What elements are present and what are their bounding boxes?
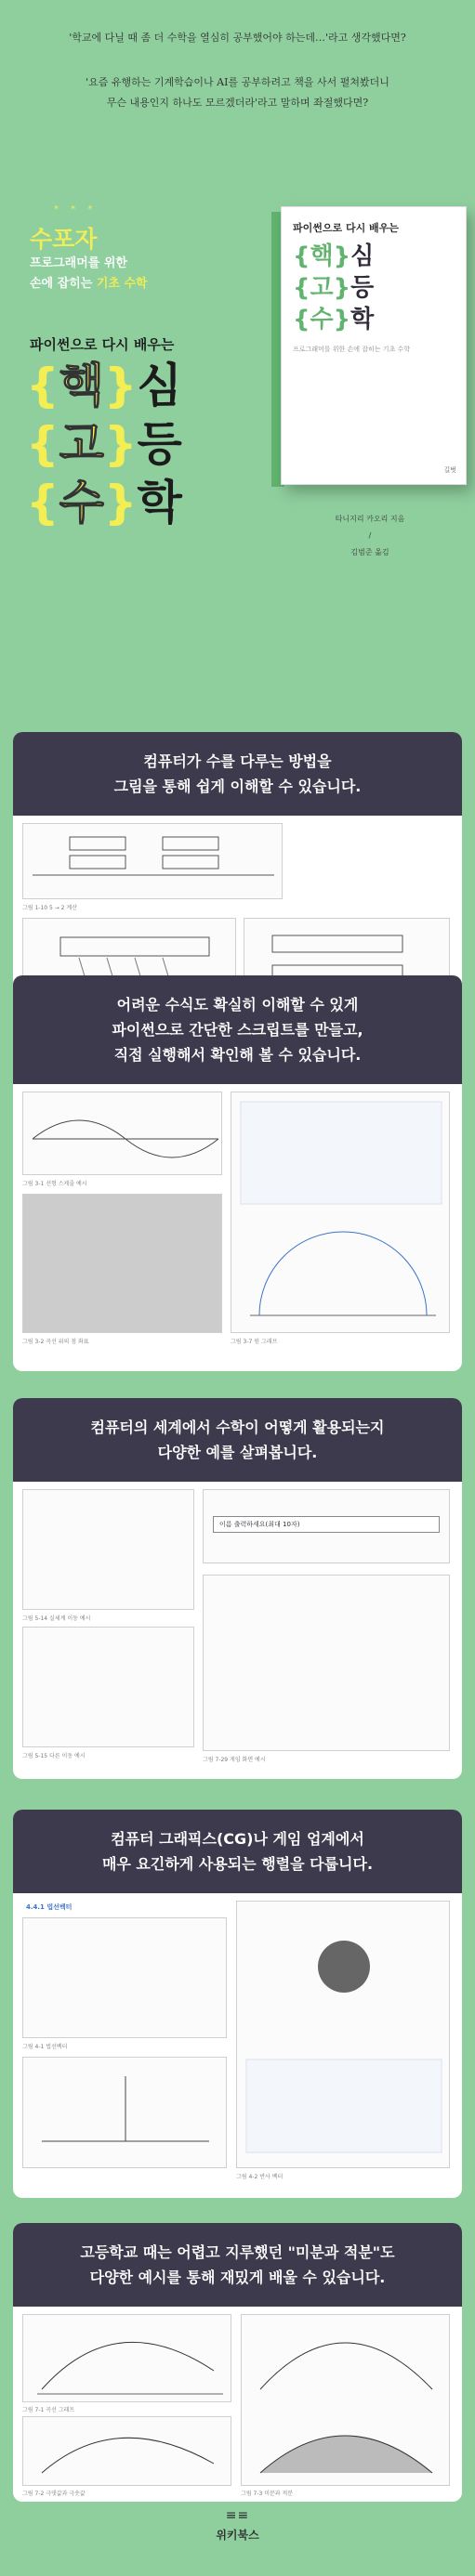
section-calculus bbox=[13, 2223, 462, 2502]
input-example bbox=[203, 1489, 450, 1563]
hero-title-row-3: {수}학 bbox=[26, 476, 182, 530]
section-4-header: 컴퓨터 그래픽스(CG)나 게임 업계에서 매우 요긴하게 사용되는 행렬을 다룹니다. bbox=[13, 1810, 462, 1893]
diagram-move-1 bbox=[22, 1489, 194, 1610]
caption-2-2: 그림 3-2 곡선 위의 점 좌표 bbox=[22, 1339, 89, 1345]
caption-3-2: 그림 5-15 다른 이동 예시 bbox=[22, 1753, 86, 1759]
name-input[interactable]: 이름 출력하세요(최대 10자) bbox=[213, 1516, 440, 1533]
game-screen bbox=[203, 1575, 450, 1751]
caption-3-1: 그림 5-14 실세계 이동 예시 bbox=[22, 1615, 91, 1622]
translator: 김범준 옮김 bbox=[350, 548, 389, 556]
caption-5-2: 그림 7-2 극댓값과 극솟값 bbox=[22, 2491, 86, 2497]
section-applications bbox=[13, 1398, 462, 1779]
book-cover-big: {핵}심 {고}등 {수}학 bbox=[293, 242, 375, 333]
book-cover-small: 프로그래머를 위한 손에 잡히는 기초 수학 bbox=[293, 346, 411, 353]
section-5-header: 고등학교 때는 어렵고 지루했던 "미분과 적분"도 다양한 예시를 통해 재밌게 배울 수 있습니다. bbox=[13, 2223, 462, 2307]
vector-code bbox=[236, 1901, 450, 2168]
caption-3-3: 그림 7-29 게임 화면 예시 bbox=[203, 1757, 266, 1763]
intro bbox=[0, 0, 475, 113]
hero-subtitle: 파이썬으로 다시 배우는 bbox=[30, 336, 175, 353]
book-cover-publisher: 길벗 bbox=[443, 466, 456, 474]
section-1-header: 컴퓨터가 수를 다루는 방법을 그림을 통해 쉽게 이해할 수 있습니다. bbox=[13, 732, 462, 816]
caption-1-1: 그림 1-10 5 → 2 계산 bbox=[22, 905, 77, 911]
section-matrices bbox=[13, 1810, 462, 2198]
matrix-formula bbox=[22, 1917, 227, 2038]
diagram-move-2 bbox=[22, 1627, 194, 1747]
section-3-header: 컴퓨터의 세계에서 수학이 어떻게 활용되는지 다양한 예를 살펴봅니다. bbox=[13, 1398, 462, 1482]
caption-5-3: 그림 7-3 미분과 적분 bbox=[241, 2491, 294, 2497]
section-4-heading: 4.4.1 법선벡터 bbox=[26, 1903, 73, 1911]
section-python-scripts bbox=[13, 975, 462, 1371]
publisher-mark-icon: ≡≡ bbox=[225, 2508, 250, 2523]
author: 타니지리 카오리 지음 bbox=[335, 515, 405, 523]
code-and-plot bbox=[231, 1092, 450, 1333]
book-cover bbox=[281, 206, 467, 485]
book-cover-title: 파이썬으로 다시 배우는 bbox=[293, 222, 399, 234]
publisher-name: 위키북스 bbox=[216, 2529, 259, 2542]
diagram-linear bbox=[22, 1092, 222, 1175]
caption-5-1: 그림 7-1 곡선 그래프 bbox=[22, 2407, 75, 2413]
tagline-2: 손에 잡히는 기초 수학 bbox=[30, 277, 148, 291]
curve-graph-2 bbox=[22, 2416, 231, 2486]
credits bbox=[314, 511, 426, 561]
intro-line-3: 무슨 내용인지 하나도 모르겠더라'라고 말하며 좌절했다면? bbox=[106, 97, 369, 109]
publisher-logo bbox=[0, 2508, 475, 2543]
credits-slash: / bbox=[368, 531, 372, 540]
curve-graph-3 bbox=[241, 2314, 450, 2486]
hero-title-row-2: {고}등 bbox=[26, 417, 182, 471]
stars-decoration: * * * bbox=[54, 204, 98, 215]
normal-vector-diagram bbox=[22, 2057, 227, 2168]
curve-graph-1 bbox=[22, 2314, 231, 2402]
caption-4-2: 그림 4-2 반사 벡터 bbox=[236, 2174, 284, 2180]
penguin-image bbox=[22, 1194, 222, 1333]
diagram-binary-calc bbox=[22, 823, 283, 899]
caption-2-3: 그림 3-7 원 그래프 bbox=[231, 1339, 278, 1345]
caption-4-1: 그림 4-1 법선벡터 bbox=[22, 2044, 68, 2050]
hero-title-row-1: {핵}심 bbox=[26, 359, 182, 412]
intro-line-2: '요즘 유행하는 기계학습이나 AI를 공부하려고 책을 사서 펼쳐봤더니 bbox=[86, 76, 389, 88]
brand-title: 수포자 bbox=[30, 226, 98, 253]
tagline-1: 프로그래머를 위한 bbox=[30, 256, 127, 270]
caption-2-1: 그림 3-1 선형 스케줄 예시 bbox=[22, 1181, 87, 1187]
section-2-header: 어려운 수식도 확실히 이해할 수 있게 파이썬으로 간단한 스크립트를 만들고, 직접 실행해서 확인해 볼 수 있습니다. bbox=[13, 975, 462, 1084]
intro-line-1: '학교에 다닐 때 좀 더 수학을 열심히 공부했어야 하는데…'라고 생각했다면? bbox=[69, 32, 406, 44]
